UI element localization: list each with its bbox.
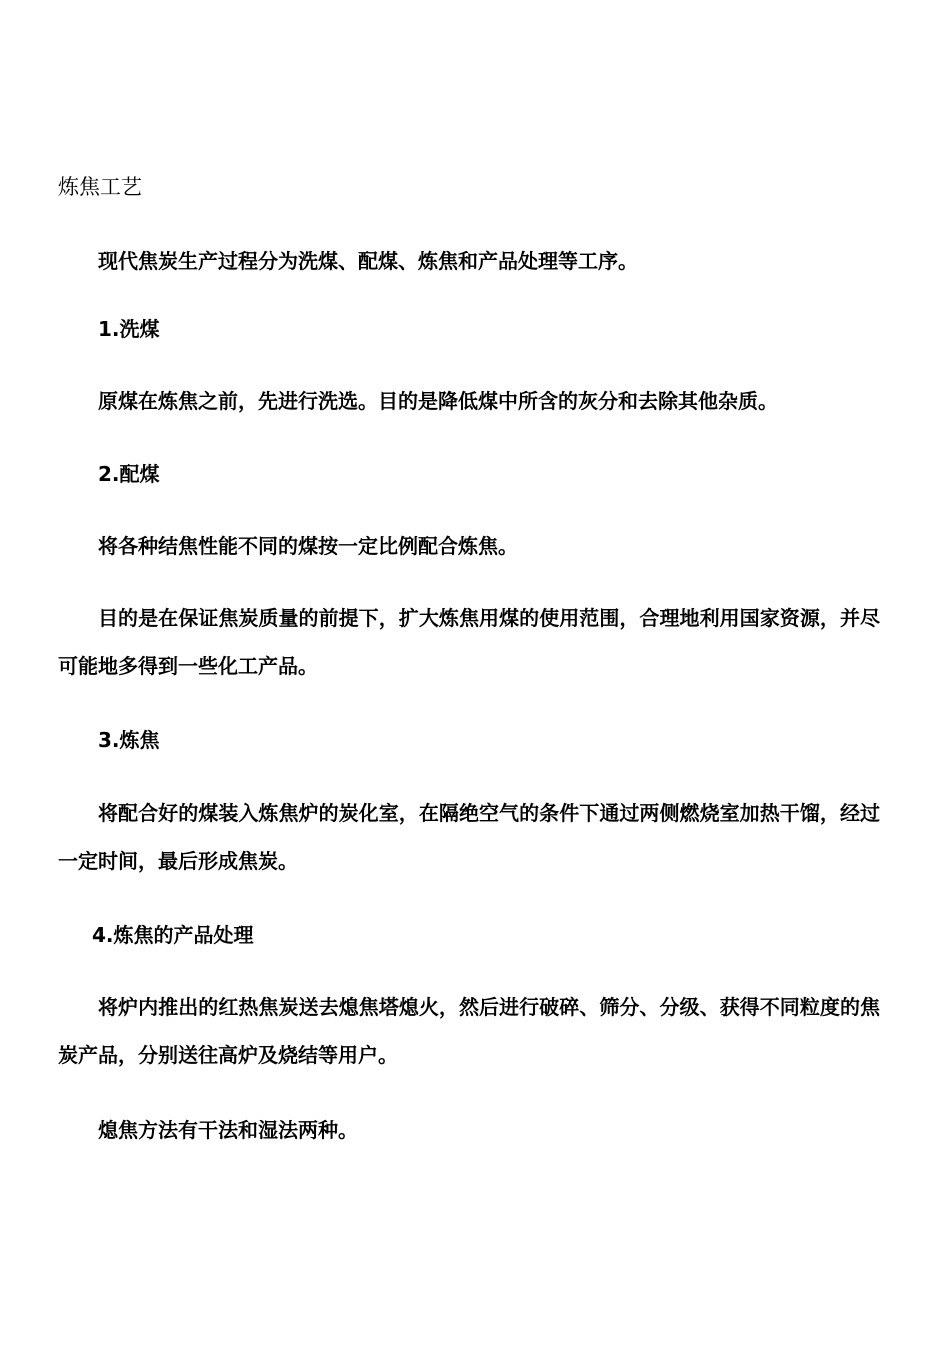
section-heading-washing: 1.洗煤 bbox=[98, 317, 160, 341]
intro-paragraph: 现代焦炭生产过程分为洗煤、配煤、炼焦和产品处理等工序。 bbox=[98, 249, 638, 273]
section-heading-blending: 2.配煤 bbox=[98, 462, 160, 486]
document-title: 炼焦工艺 bbox=[58, 175, 142, 199]
section-heading-coking: 3.炼焦 bbox=[98, 728, 160, 752]
section-blending-paragraph-1: 将各种结焦性能不同的煤按一定比例配合炼焦。 bbox=[98, 534, 518, 558]
section-product-processing-paragraph-2: 熄焦方法有干法和湿法两种。 bbox=[98, 1118, 358, 1142]
section-washing-paragraph: 原煤在炼焦之前，先进行洗选。目的是降低煤中所含的灰分和去除其他杂质。 bbox=[98, 389, 778, 413]
section-heading-product-processing: 4.炼焦的产品处理 bbox=[92, 923, 254, 947]
section-product-processing-paragraph-1: 将炉内推出的红热焦炭送去熄焦塔熄火，然后进行破碎、筛分、分级、获得不同粒度的焦炭产品，分别送往高炉及烧结等用户。 bbox=[58, 995, 880, 1067]
section-blending-paragraph-2: 目的是在保证焦炭质量的前提下，扩大炼焦用煤的使用范围，合理地利用国家资源，并尽可能地多得到一些化工产品。 bbox=[58, 606, 880, 678]
section-coking-paragraph: 将配合好的煤装入炼焦炉的炭化室，在隔绝空气的条件下通过两侧燃烧室加热干馏，经过一定时间，最后形成焦炭。 bbox=[58, 801, 880, 873]
